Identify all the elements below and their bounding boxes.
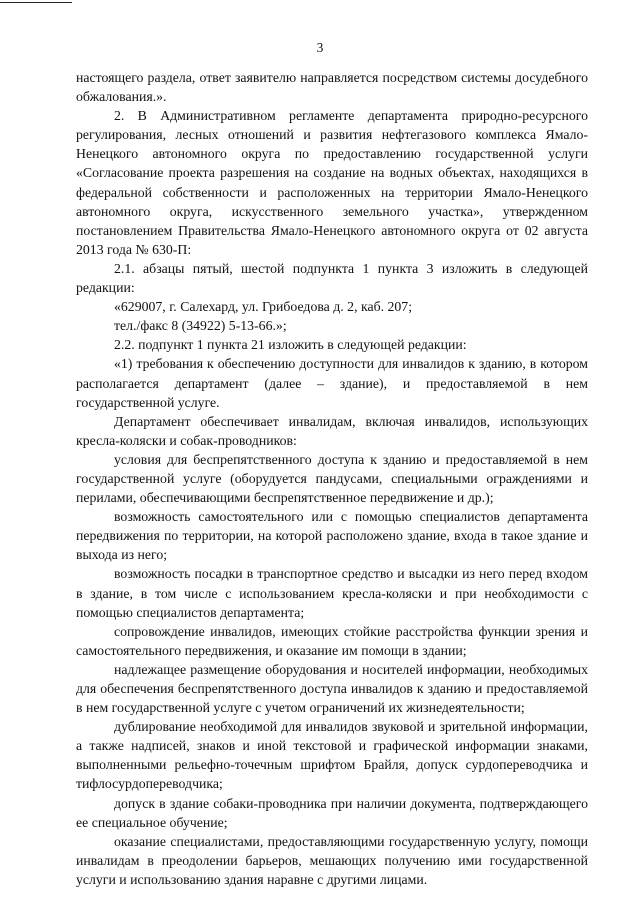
paragraph-requirements: «1) требования к обеспечению доступности для инвалидов к зданию, в котором располагается департамент (далее – здание), и предоставляемой в нем государственной услуге. [76, 356, 588, 410]
paragraph-assistance: оказание специалистами, предоставляющими государственную услугу, помощи инвалидам в преодолении барьеров, мешающих получению ими государственной услуги и использованию здания наравне с другими лицами. [76, 833, 588, 887]
paragraph-equipment: надлежащее размещение оборудования и носителей информации, необходимых для обеспечения беспрепятственного доступа инвалидов к зданию и предоставляемой в нем государственной услуге с учетом ограничений их жизнедеятельности; [76, 661, 588, 716]
paragraph-escort: сопровождение инвалидов, имеющих стойкие расстройства функции зрения и самостоятельного передвижения, и оказание им помощи в здании; [76, 623, 588, 658]
page-number: 3 [316, 40, 324, 55]
paragraph-item-2: 2. В Административном регламенте департамента природно-ресурсного регулирования, лесных отношений и развития нефтегазового комплекса Ямало-Ненецкого автономного округа по предоставлению государственной услуги «Согласование проекта разрешения на создание на водных объектах, находящихся в федеральной собственности и расположенных на территории Ямало-Ненецкого автономного округа, искусственного земельного участка», утвержденном постановлением Правительства Ямало-Ненецкого автономного округа от 02 августа 2013 года № 630-П: [76, 108, 588, 257]
paragraph-phone: тел./факс 8 (34922) 5-13-66.»; [114, 318, 287, 334]
paragraph-movement: возможность самостоятельного или с помощью специалистов департамента передвижения по территории, на которой расположено здание, входа в такое здание и выхода из него; [76, 509, 588, 563]
corner-rule [0, 2, 72, 3]
paragraph-item-2-1: 2.1. абзацы пятый, шестой подпункта 1 пункта 3 изложить в следующей редакции: [76, 260, 588, 296]
document-body [76, 68, 588, 889]
paragraph-item-2-2: 2.2. подпункт 1 пункта 21 изложить в следующей редакции: [114, 337, 467, 353]
paragraph-duplication: дублирование необходимой для инвалидов звуковой и зрительной информации, а также надписей, знаков и иной текстовой и графической информации знаками, выполненными рельефно-точечным шрифтом Брайля, допуск сурдопереводчика и тифлосурдопереводчика; [76, 719, 588, 792]
paragraph-continuation: настоящего раздела, ответ заявителю направляется посредством системы досудебного обжалования.». [76, 70, 588, 105]
paragraph-department-provides: Департамент обеспечивает инвалидам, включая инвалидов, использующих кресла-коляски и собак-проводников: [76, 413, 588, 448]
paragraph-guide-dog: допуск в здание собаки-проводника при наличии документа, подтверждающего ее специальное обучение; [76, 795, 588, 830]
paragraph-address: «629007, г. Салехард, ул. Грибоедова д. 2, каб. 207; [114, 299, 413, 315]
paragraph-access-conditions: условия для беспрепятственного доступа к зданию и предоставляемой в нем государственной услуге (оборудуется пандусами, специальными ограждениями и перилами, обеспечивающими беспрепятственное передвижение и др.); [76, 451, 588, 506]
paragraph-transport: возможность посадки в транспортное средство и высадки из него перед входом в здание, в том числе с использованием кресла-коляски и при необходимости с помощью специалистов департамента; [76, 566, 588, 620]
